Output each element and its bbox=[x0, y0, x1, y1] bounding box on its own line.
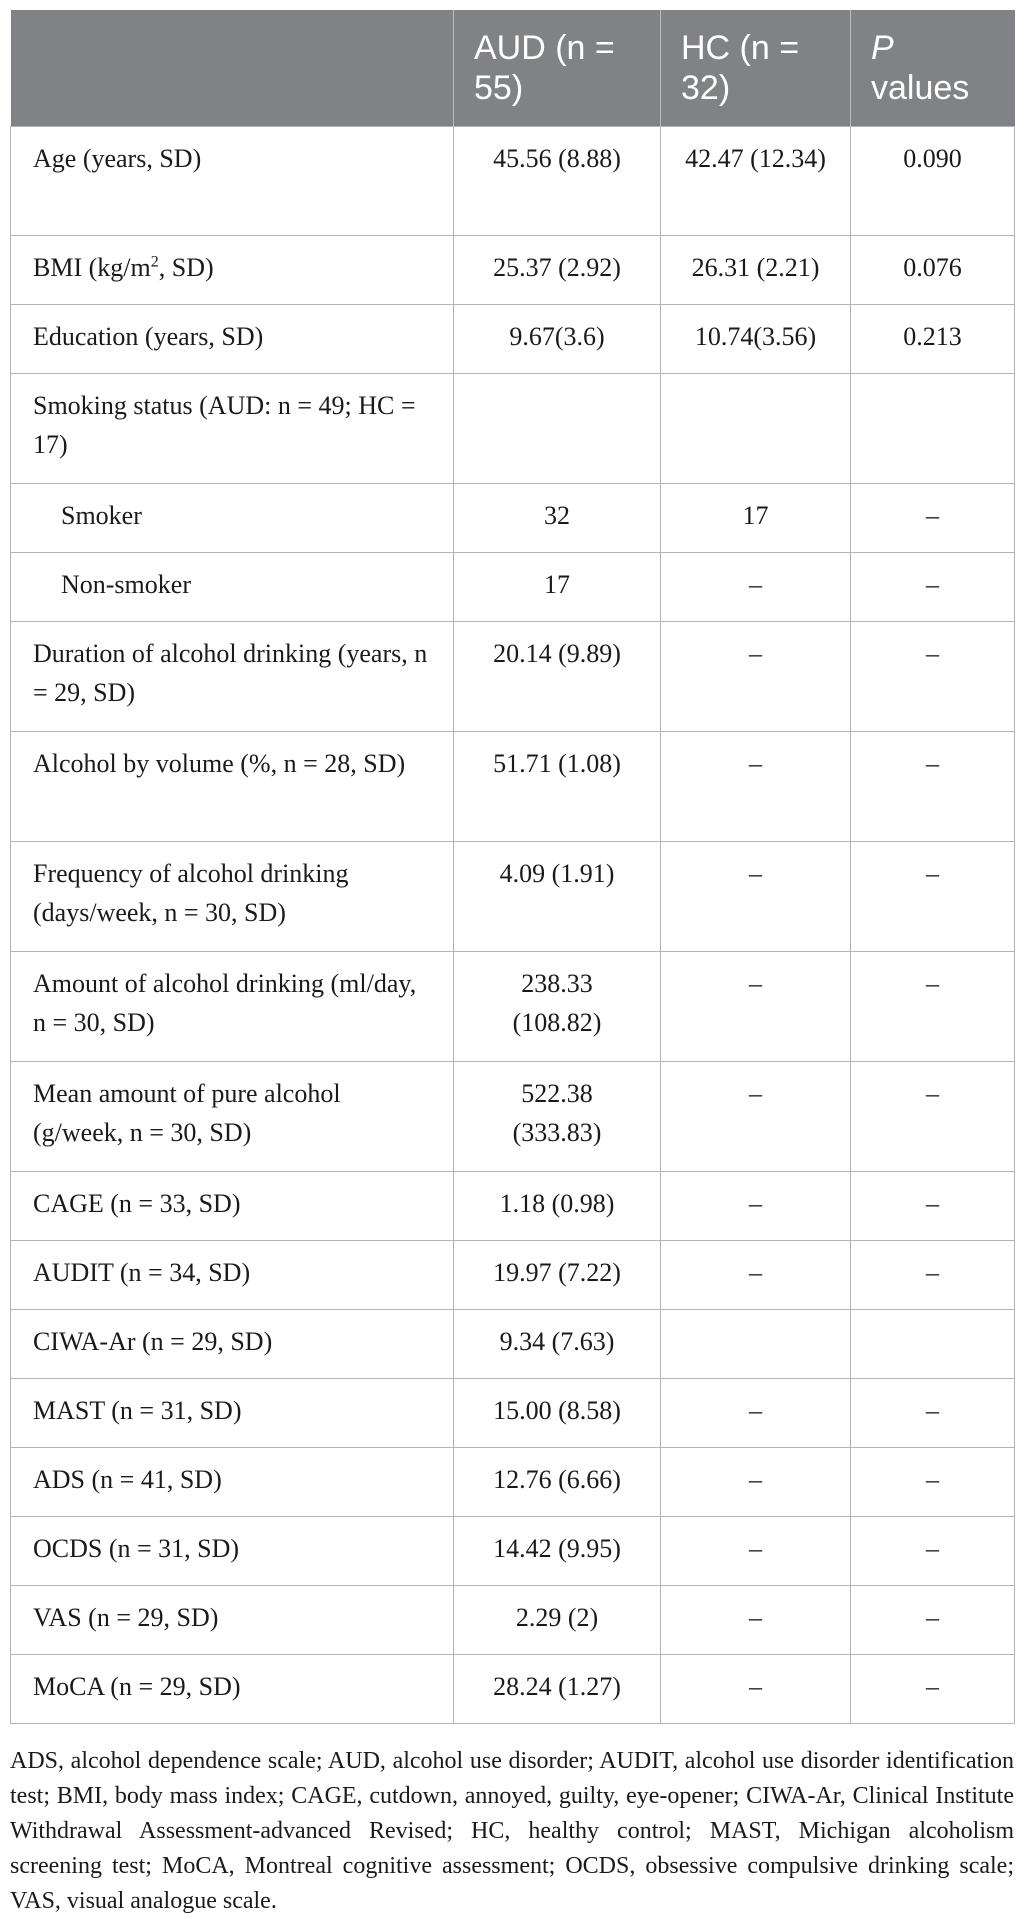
cell-hc: – bbox=[661, 1586, 851, 1655]
cell-aud: 19.97 (7.22) bbox=[454, 1241, 661, 1310]
cell-p: – bbox=[851, 1517, 1015, 1586]
row-label: Education (years, SD) bbox=[11, 305, 454, 374]
table-row bbox=[11, 952, 1015, 1062]
table-row bbox=[11, 1172, 1015, 1241]
table-row bbox=[11, 1310, 1015, 1379]
cell-aud: 15.00 (8.58) bbox=[454, 1379, 661, 1448]
cell-hc: – bbox=[661, 1062, 851, 1172]
bmi-label-sup: 2 bbox=[150, 253, 159, 271]
cell-hc: – bbox=[661, 842, 851, 952]
cell-p: – bbox=[851, 1172, 1015, 1241]
row-label: CIWA-Ar (n = 29, SD) bbox=[11, 1310, 454, 1379]
cell-p: – bbox=[851, 1241, 1015, 1310]
cell-p bbox=[851, 1310, 1015, 1379]
cell-aud: 45.56 (8.88) bbox=[454, 127, 661, 236]
cell-aud: 17 bbox=[454, 553, 661, 622]
row-label: Smoking status (AUD: n = 49; HC = 17) bbox=[11, 374, 454, 484]
header-variable bbox=[11, 10, 454, 127]
row-label: MAST (n = 31, SD) bbox=[11, 1379, 454, 1448]
header-p-letter: P bbox=[871, 29, 894, 67]
header-p-values bbox=[851, 10, 1015, 127]
cell-p: – bbox=[851, 732, 1015, 842]
table-row bbox=[11, 622, 1015, 732]
row-label: Frequency of alcohol drinking (days/week, n = 30, SD) bbox=[11, 842, 454, 952]
cell-p bbox=[851, 374, 1015, 484]
cell-p: – bbox=[851, 1586, 1015, 1655]
row-label: Amount of alcohol drinking (ml/day, n = 30, SD) bbox=[11, 952, 454, 1062]
table-row bbox=[11, 1379, 1015, 1448]
row-label: Mean amount of pure alcohol (g/week, n = 30, SD) bbox=[11, 1062, 454, 1172]
cell-aud: 28.24 (1.27) bbox=[454, 1655, 661, 1724]
cell-p: – bbox=[851, 484, 1015, 553]
cell-hc: 10.74(3.56) bbox=[661, 305, 851, 374]
cell-p: – bbox=[851, 553, 1015, 622]
bmi-label-post: , SD) bbox=[158, 253, 214, 282]
row-label: OCDS (n = 31, SD) bbox=[11, 1517, 454, 1586]
cell-hc: 26.31 (2.21) bbox=[661, 236, 851, 305]
cell-p: – bbox=[851, 1448, 1015, 1517]
table-row bbox=[11, 1517, 1015, 1586]
row-label: Smoker bbox=[11, 484, 454, 553]
cell-aud: 25.37 (2.92) bbox=[454, 236, 661, 305]
row-label: Non-smoker bbox=[11, 553, 454, 622]
cell-aud: 522.38 (333.83) bbox=[454, 1062, 661, 1172]
table-row bbox=[11, 1062, 1015, 1172]
cell-hc: – bbox=[661, 1241, 851, 1310]
row-label: ADS (n = 41, SD) bbox=[11, 1448, 454, 1517]
cell-hc: – bbox=[661, 1172, 851, 1241]
table-row bbox=[11, 484, 1015, 553]
cell-hc: – bbox=[661, 1379, 851, 1448]
cell-aud: 4.09 (1.91) bbox=[454, 842, 661, 952]
table-row bbox=[11, 1655, 1015, 1724]
cell-aud: 2.29 (2) bbox=[454, 1586, 661, 1655]
cell-hc: – bbox=[661, 1655, 851, 1724]
cell-hc bbox=[661, 1310, 851, 1379]
row-label bbox=[11, 236, 454, 305]
table-row bbox=[11, 1448, 1015, 1517]
header-p-word: values bbox=[871, 69, 970, 107]
cell-aud: 1.18 (0.98) bbox=[454, 1172, 661, 1241]
bmi-label-pre: BMI (kg/m bbox=[33, 253, 151, 282]
cell-hc: – bbox=[661, 622, 851, 732]
cell-hc: – bbox=[661, 1517, 851, 1586]
cell-p: 0.076 bbox=[851, 236, 1015, 305]
row-label: Age (years, SD) bbox=[11, 127, 454, 236]
cell-aud: 9.67(3.6) bbox=[454, 305, 661, 374]
table-row bbox=[11, 732, 1015, 842]
cell-aud: 238.33 (108.82) bbox=[454, 952, 661, 1062]
table-row bbox=[11, 127, 1015, 236]
cell-hc: – bbox=[661, 952, 851, 1062]
cell-aud bbox=[454, 374, 661, 484]
cell-p: 0.213 bbox=[851, 305, 1015, 374]
cell-hc: – bbox=[661, 732, 851, 842]
cell-hc: – bbox=[661, 1448, 851, 1517]
header-hc: HC (n = 32) bbox=[661, 10, 851, 127]
cell-p: – bbox=[851, 1379, 1015, 1448]
cell-hc: 42.47 (12.34) bbox=[661, 127, 851, 236]
cell-aud: 12.76 (6.66) bbox=[454, 1448, 661, 1517]
cell-p: – bbox=[851, 622, 1015, 732]
row-label: CAGE (n = 33, SD) bbox=[11, 1172, 454, 1241]
table-footnote: ADS, alcohol dependence scale; AUD, alcohol use disorder; AUDIT, alcohol use disorder identification test; BMI, body mass index; CAGE, cutdown, annoyed, guilty, eye-opener; CIWA-Ar, Clinical Institute Withdrawal Assessment-advanced Revised; HC, healthy control; MAST, Michigan alcoholism screening test; MoCA, Montreal cognitive assessment; OCDS, obsessive compulsive drinking scale; VAS, visual analogue scale. bbox=[10, 1748, 1014, 1914]
demographics-table-container bbox=[10, 10, 1014, 1724]
demographics-table bbox=[10, 10, 1015, 1724]
row-label: AUDIT (n = 34, SD) bbox=[11, 1241, 454, 1310]
cell-p: – bbox=[851, 842, 1015, 952]
cell-hc bbox=[661, 374, 851, 484]
cell-aud: 51.71 (1.08) bbox=[454, 732, 661, 842]
row-label: Duration of alcohol drinking (years, n = 29, SD) bbox=[11, 622, 454, 732]
cell-aud: 20.14 (9.89) bbox=[454, 622, 661, 732]
table-row bbox=[11, 1586, 1015, 1655]
cell-p: – bbox=[851, 1062, 1015, 1172]
cell-aud: 9.34 (7.63) bbox=[454, 1310, 661, 1379]
cell-hc: – bbox=[661, 553, 851, 622]
row-label: VAS (n = 29, SD) bbox=[11, 1586, 454, 1655]
table-header-row bbox=[11, 10, 1015, 127]
cell-aud: 32 bbox=[454, 484, 661, 553]
table-row bbox=[11, 236, 1015, 305]
table-row bbox=[11, 842, 1015, 952]
row-label: Alcohol by volume (%, n = 28, SD) bbox=[11, 732, 454, 842]
table-row bbox=[11, 553, 1015, 622]
cell-p: – bbox=[851, 1655, 1015, 1724]
cell-hc: 17 bbox=[661, 484, 851, 553]
table-row bbox=[11, 374, 1015, 484]
cell-aud: 14.42 (9.95) bbox=[454, 1517, 661, 1586]
table-row bbox=[11, 1241, 1015, 1310]
row-label: MoCA (n = 29, SD) bbox=[11, 1655, 454, 1724]
table-row bbox=[11, 305, 1015, 374]
cell-p: 0.090 bbox=[851, 127, 1015, 236]
cell-p: – bbox=[851, 952, 1015, 1062]
header-aud: AUD (n = 55) bbox=[454, 10, 661, 127]
